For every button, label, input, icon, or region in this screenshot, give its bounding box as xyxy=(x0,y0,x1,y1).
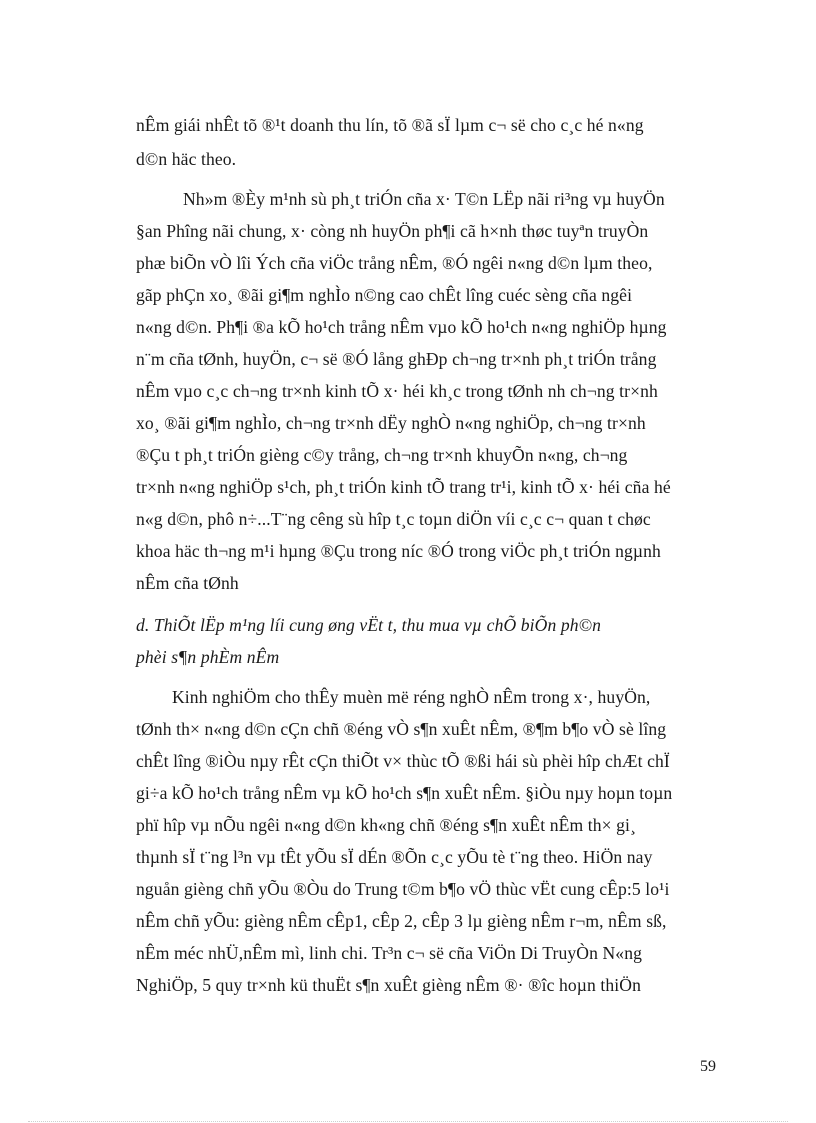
text-line: nÊm chñ yÕu: gièng nÊm cÊp1, cÊp 2, cÊp 3 lµ gièng nÊm r¬m, nÊm sß, xyxy=(136,911,667,931)
text-line: thµnh sÏ t¨ng l³n vµ tÊt yÕu sÏ dÉn ®Õn c¸c yÕu tè t¨ng theo. HiÖn nay xyxy=(136,847,653,867)
text-line: nÊm cña tØnh xyxy=(136,573,239,593)
text-line: tr×nh n«ng nghiÖp s¹ch, ph¸t triÓn kinh tÕ trang tr¹i, kinh tÕ x· héi cña hé xyxy=(136,477,671,497)
page-bottom-divider xyxy=(28,1121,788,1122)
text-line: n¨m cña tØnh, huyÖn, c¬ së ®Ó lång ghÐp ch¬ng tr×nh ph¸t triÓn trång xyxy=(136,349,657,369)
text-line: d©n häc theo. xyxy=(136,149,237,169)
text-line: xo¸ ®ãi gi¶m nghÌo, ch¬ng tr×nh dËy nghÒ n«ng nghiÖp, ch¬ng tr×nh xyxy=(136,413,646,433)
text-line: nÊm vµo c¸c ch¬ng tr×nh kinh tÕ x· héi kh¸c trong tØnh nh ch¬ng tr×nh xyxy=(136,381,658,401)
text-line: khoa häc th¬ng m¹i hµng ®Çu trong níc ®Ó trong viÖc ph¸t triÓn ngµnh xyxy=(136,541,661,561)
text-line: n«ng d©n. Ph¶i ®a kÕ ho¹ch trång nÊm vµo kÕ ho¹ch n«ng nghiÖp hµng xyxy=(136,317,667,337)
text-line: tØnh th× n«ng d©n cÇn chñ ®éng vÒ s¶n xuÊt nÊm, ®¶m b¶o vÒ sè lîng xyxy=(136,719,667,739)
page-number: 59 xyxy=(700,1058,716,1075)
paragraph-first-line: Nh»m ®Èy m¹nh sù ph¸t triÓn cña x· T©n LËp nãi ri³ng vµ huyÖn xyxy=(183,189,665,209)
text-line: gi÷a kÕ ho¹ch trång nÊm vµ kÕ ho¹ch s¶n xuÊt nÊm. §iÒu nµy hoµn toµn xyxy=(136,783,673,803)
text-line: gãp phÇn xo¸ ®ãi gi¶m nghÌo n©ng cao chÊt lîng cuéc sèng cña ngêi xyxy=(136,285,633,305)
text-line: nÊm méc nhÜ,nÊm mì, linh chi. Tr³n c¬ së cña ViÖn Di TruyÒn N«ng xyxy=(136,943,642,963)
text-line: §an Phîng nãi chung, x· còng nh huyÖn ph¶i cã h×nh thøc tuyªn truyÒn xyxy=(136,221,649,241)
text-line: nÊm giái nhÊt tõ ®¹t doanh thu lín, tõ ®ã sÏ lµm c¬ së cho c¸c hé n«ng xyxy=(136,115,644,135)
text-line: chÊt lîng ®iÒu nµy rÊt cÇn thiÕt v× thùc tÕ ®ßi hái sù phèi hîp chÆt chÏ xyxy=(136,751,670,771)
text-line: nguån gièng chñ yÕu ®Òu do Trung t©m b¶o vÖ thùc vËt cung cÊp:5 lo¹i xyxy=(136,879,670,899)
paragraph-first-line: Kinh nghiÖm cho thÊy muèn më réng nghÒ nÊm trong x·, huyÖn, xyxy=(172,687,651,707)
section-heading-cont: phèi s¶n phÈm nÊm xyxy=(136,647,280,667)
text-line: ®Çu t ph¸t triÓn gièng c©y trång, ch¬ng tr×nh khuyÕn n«ng, ch¬ng xyxy=(136,445,628,465)
text-line: phæ biÕn vÒ lîi Ých cña viÖc trång nÊm, ®Ó ngêi n«ng d©n lµm theo, xyxy=(136,253,653,273)
text-line: phï hîp vµ nÕu ngêi n«ng d©n kh«ng chñ ®éng s¶n xuÊt nÊm th× gi¸ xyxy=(136,815,636,835)
text-line: NghiÖp, 5 quy tr×nh kü thuËt s¶n xuÊt gièng nÊm ®· ®îc hoµn thiÖn xyxy=(136,975,641,995)
section-heading: d. ThiÕt lËp m¹ng líi cung øng vËt t, thu mua vµ chÕ biÕn ph©n xyxy=(136,615,602,635)
text-line: n«g d©n, phô n÷...T¨ng cêng sù hîp t¸c toµn diÖn víi c¸c c¬ quan t chøc xyxy=(136,509,651,529)
